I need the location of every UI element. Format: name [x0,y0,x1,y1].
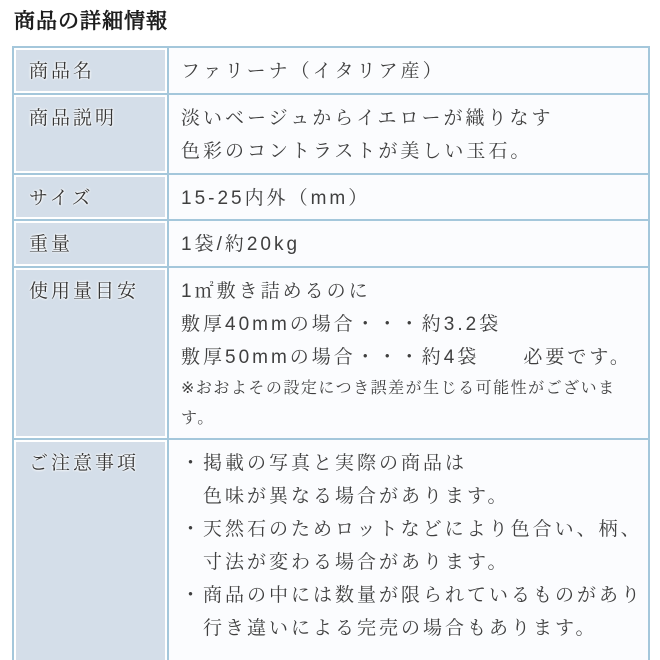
value-product-description [168,94,649,174]
usage-disclaimer-note: ※おおよその設定につき誤差が生じる可能性がございます。 [181,380,616,427]
value-line: 1㎡敷き詰めるのに [181,281,371,302]
table-row-product-name [13,47,649,94]
table-row-product-description [13,94,649,174]
label-text: サイズ [29,188,94,209]
table-row-weight [13,220,649,267]
label-text: 使用量目安 [29,281,140,302]
value-line: 行き違いによる完売の場合もあります。 [181,618,598,639]
value-line: ・天然石のためロットなどにより色合い、柄、 [181,519,643,540]
product-details-table [12,46,650,660]
table-row-size [13,174,649,220]
value-line: 15-25内外（mm） [181,188,371,209]
value-line: 1袋/約20kg [181,234,301,255]
table-row-usage-guide [13,267,649,439]
value-line: ・掲載の写真と実際の商品は [181,453,468,474]
value-line: 淡いベージュからイエローが織りなす [181,108,554,129]
label-notes [13,439,168,660]
value-line: ファリーナ（イタリア産） [181,61,445,82]
value-usage-guide [168,267,649,439]
label-product-name [13,47,168,94]
label-text: 重量 [29,234,74,255]
label-text: 商品名 [29,61,96,82]
value-line: 色味が異なる場合があります。 [181,486,510,507]
label-text: 商品説明 [29,108,118,129]
table-row-notes [13,439,649,660]
value-weight [168,220,649,267]
label-weight [13,220,168,267]
label-size [13,174,168,220]
label-usage-guide [13,267,168,439]
value-line: 色彩のコントラストが美しい玉石。 [181,141,533,162]
value-line: ・商品の中には数量が限られているものがあり [181,585,644,606]
value-line: 寸法が変わる場合があります。 [181,552,510,573]
label-product-description [13,94,168,174]
value-product-name [168,47,649,94]
value-size [168,174,649,220]
value-notes [168,439,649,660]
label-text: ご注意事項 [29,453,140,474]
value-line: 敷厚50mmの場合・・・約4袋 必要です。 [181,347,632,368]
page-title: 商品の詳細情報 [14,10,168,33]
value-line: 敷厚40mmの場合・・・約3.2袋 [181,314,502,335]
